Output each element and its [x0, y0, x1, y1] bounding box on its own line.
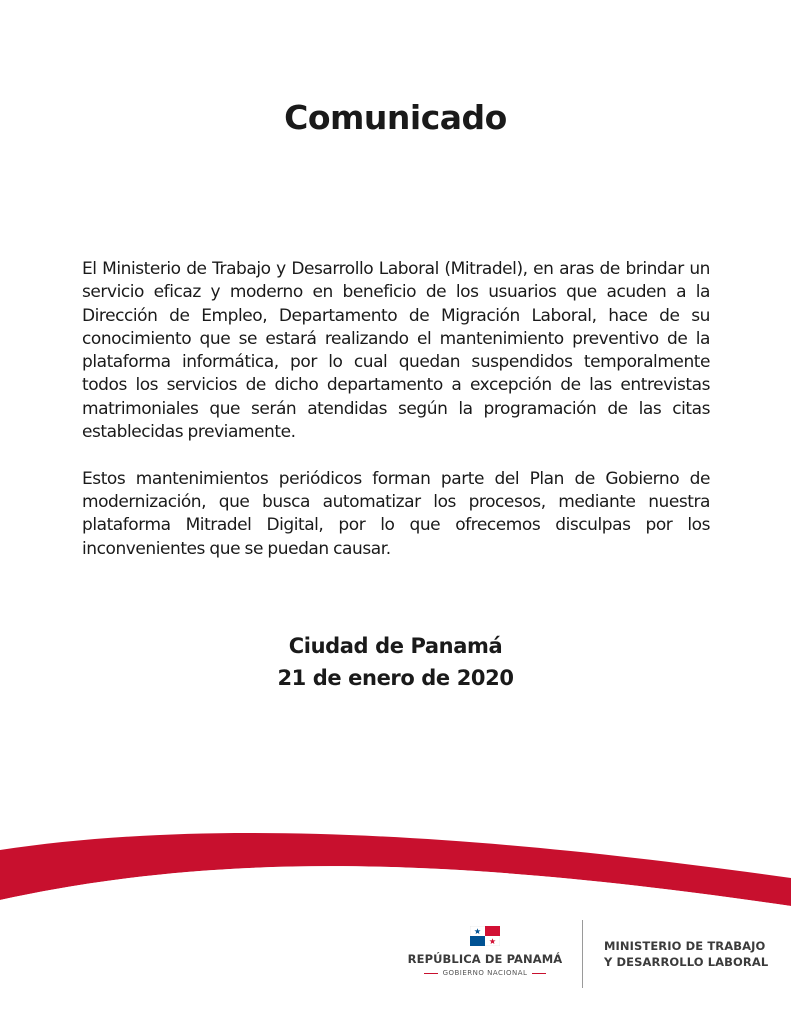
paragraph-2: Estos mantenimientos periódicos forman parte del Plan de Gobierno de modernización, que busca automatizar los procesos, mediante nuestra plataforma Mitradel Digital, por lo que ofrecemos disculpas por los inconvenientes que se puedan causar. [82, 468, 710, 559]
rule-left [424, 973, 438, 974]
rule-right [532, 973, 546, 974]
page-title: Comunicado [284, 98, 507, 137]
gobierno-row [400, 969, 570, 977]
paragraph-1: El Ministerio de Trabajo y Desarrollo Laboral (Mitradel), en aras de brindar un servicio eficaz y moderno en beneficio de los usuarios que acuden a la Dirección de Empleo, Departamento de Migración Laboral, hace de su conocimiento que se estará realizando el mantenimiento preventivo de la plataforma informática, por lo cual quedan suspendidos temporalmente todos los servicios de dicho departamento a excepción de las entrevistas matrimoniales que serán atendidas según la programación de las citas establecidas previamente. [82, 259, 710, 443]
place: Ciudad de Panamá [288, 634, 503, 658]
panama-flag-icon [470, 926, 500, 946]
ministerio-logo-text [604, 938, 768, 970]
republica-logo [400, 926, 570, 977]
ministerio-line-1: MINISTERIO DE TRABAJO [604, 939, 766, 953]
date: 21 de enero de 2020 [277, 666, 514, 690]
place-date-block [0, 630, 791, 694]
gobierno-label: GOBIERNO NACIONAL [442, 969, 528, 977]
republica-label: REPÚBLICA DE PANAMÁ [407, 952, 563, 966]
footer-wave [0, 820, 791, 1024]
footer-divider [582, 920, 583, 988]
ministerio-line-2: Y DESARROLLO LABORAL [604, 955, 769, 969]
body-text [82, 258, 710, 585]
